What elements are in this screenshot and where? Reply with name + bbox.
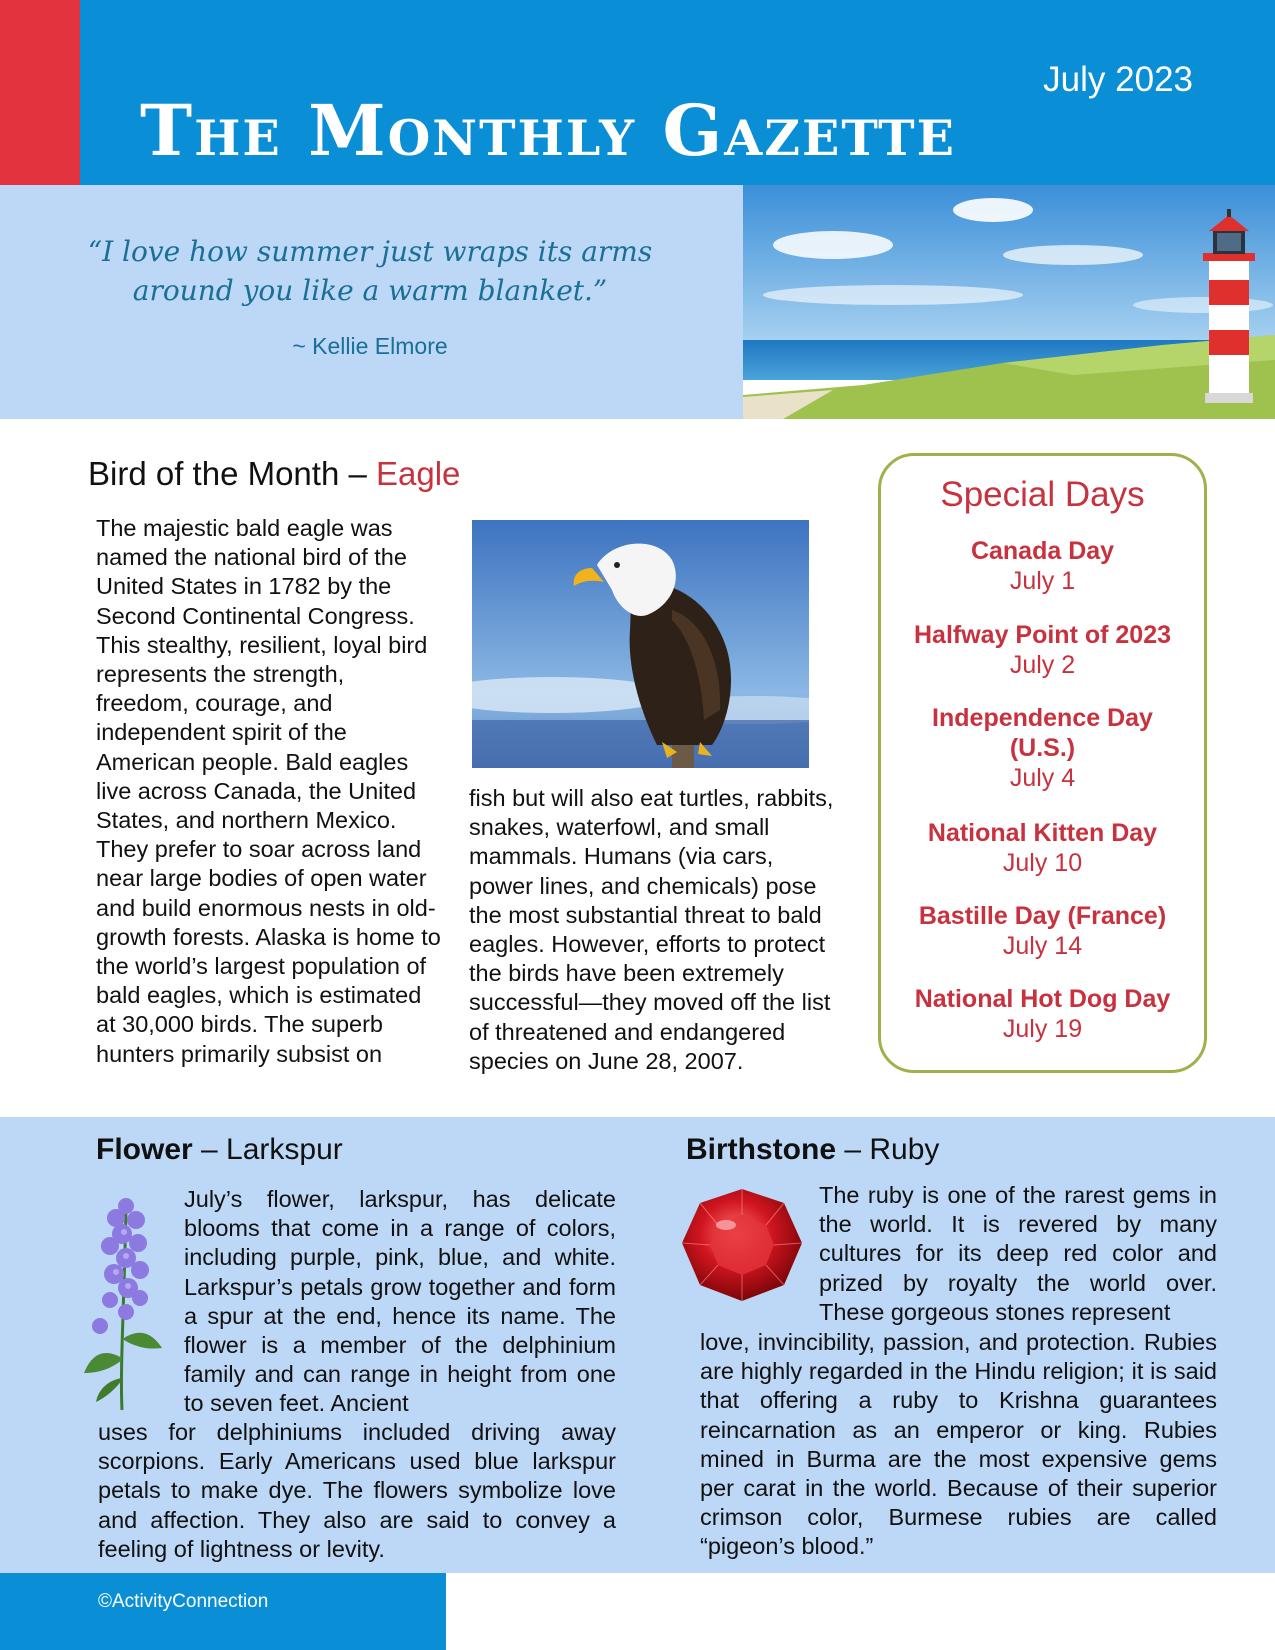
quote-author: ~ Kellie Elmore xyxy=(292,333,448,359)
ruby-gem-icon xyxy=(678,1185,806,1305)
birthstone-label: Birthstone xyxy=(686,1133,836,1166)
special-day-date: July 19 xyxy=(1002,1015,1083,1043)
quote-text: “I love how summer just wraps its arms around you like a warm blanket.” xyxy=(87,235,653,307)
bird-article-column-1: The majestic bald eagle was named the national bird of the United States in 1782 by the Second Continental Congress. This stealthy, resilient, loyal bird represents the strength, freedom, courage, and independent spirit of the American people. Bald eagles live across Canada, the United States, and northern Mexico. They prefer to soar across land near large bodies of open water and build enormous nests in old-growth forests. Alaska is home to the world’s largest population of bald eagles, which is estimated at 30,000 birds. The superb hunters primarily subsist on xyxy=(96,515,441,1067)
birthstone-article-part-1: The ruby is one of the rarest gems in the world. It is revered by many cultures for its deep red color and prized by royalty the world over. These gorgeous stones represent xyxy=(819,1182,1217,1325)
flower-article-part-1: July’s flower, larkspur, has delicate blooms that come in a range of colors, including purple, pink, blue, and white. Larkspur’s petals grow together and form a spur at the end, hence its name. The flower is a member of the delphinium family and can range in height from one to seven feet. Ancient xyxy=(184,1186,616,1417)
special-day-date: July 4 xyxy=(1009,764,1076,792)
special-day-name: National Hot Dog Day xyxy=(914,985,1171,1013)
special-day-item xyxy=(878,536,1207,597)
flower-label: Flower xyxy=(96,1133,193,1166)
larkspur-icon xyxy=(80,1188,170,1410)
special-day-name: National Kitten Day xyxy=(927,819,1158,847)
special-day-item xyxy=(878,818,1207,879)
lighthouse-photo xyxy=(743,185,1275,419)
birthstone-name: Ruby xyxy=(869,1133,940,1166)
bird-heading xyxy=(88,455,460,493)
eagle-photo xyxy=(472,520,809,768)
special-day-item xyxy=(878,901,1207,962)
flower-article-part-2: uses for delphiniums included driving away scorpions. Early Americans used blue larkspur petals to make dye. The flowers symbolize love and affection. They also are said to convey a feeling of lightness or levity. xyxy=(98,1419,616,1562)
special-day-date: July 14 xyxy=(1002,932,1083,960)
special-day-name: Canada Day xyxy=(970,537,1115,565)
special-days-title: Special Days xyxy=(940,475,1145,514)
newsletter-title: The Monthly Gazette xyxy=(140,89,956,172)
special-day-date: July 2 xyxy=(1009,651,1076,679)
bird-heading-name: Eagle xyxy=(376,455,461,492)
birthstone-article-part-2: love, invincibility, passion, and protection. Rubies are highly regarded in the Hindu religion; it is said that offering a ruby to Krishna guarantees reincarnation as an emperor or king. Rubies mined in Burma are the most expensive gems per carat in the world. Because of their superior crimson color, Burmese rubies are called “pigeon’s blood.” xyxy=(700,1329,1217,1560)
special-day-name: Independence Day (U.S.) xyxy=(932,704,1153,762)
bird-heading-prefix: Bird of the Month – xyxy=(88,455,376,492)
flower-sep: – xyxy=(192,1133,227,1166)
special-day-name: Bastille Day (France) xyxy=(918,902,1167,930)
special-day-name: Halfway Point of 2023 xyxy=(913,621,1172,649)
birthstone-heading xyxy=(686,1133,939,1167)
flower-heading xyxy=(96,1133,343,1167)
birthstone-sep: – xyxy=(836,1133,870,1166)
bird-article-column-2: fish but will also eat turtles, rabbits, snakes, waterfowl, and small mammals. Humans (via cars, power lines, and chemicals) pose the most substantial threat to bald eagles. However, efforts to protect the birds have been extremely successful—they moved off the list of threatened and endangered species on June 28, 2007. xyxy=(469,785,834,1074)
special-day-item xyxy=(905,703,1180,794)
special-day-item xyxy=(878,620,1207,681)
special-day-date: July 10 xyxy=(1002,849,1083,877)
issue-date: July 2023 xyxy=(1043,60,1193,99)
copyright-text: ©ActivityConnection xyxy=(98,1591,269,1612)
special-day-item xyxy=(878,984,1207,1045)
flower-name: Larkspur xyxy=(226,1133,343,1166)
header-red-bar xyxy=(0,0,80,185)
special-day-date: July 1 xyxy=(1009,567,1076,595)
